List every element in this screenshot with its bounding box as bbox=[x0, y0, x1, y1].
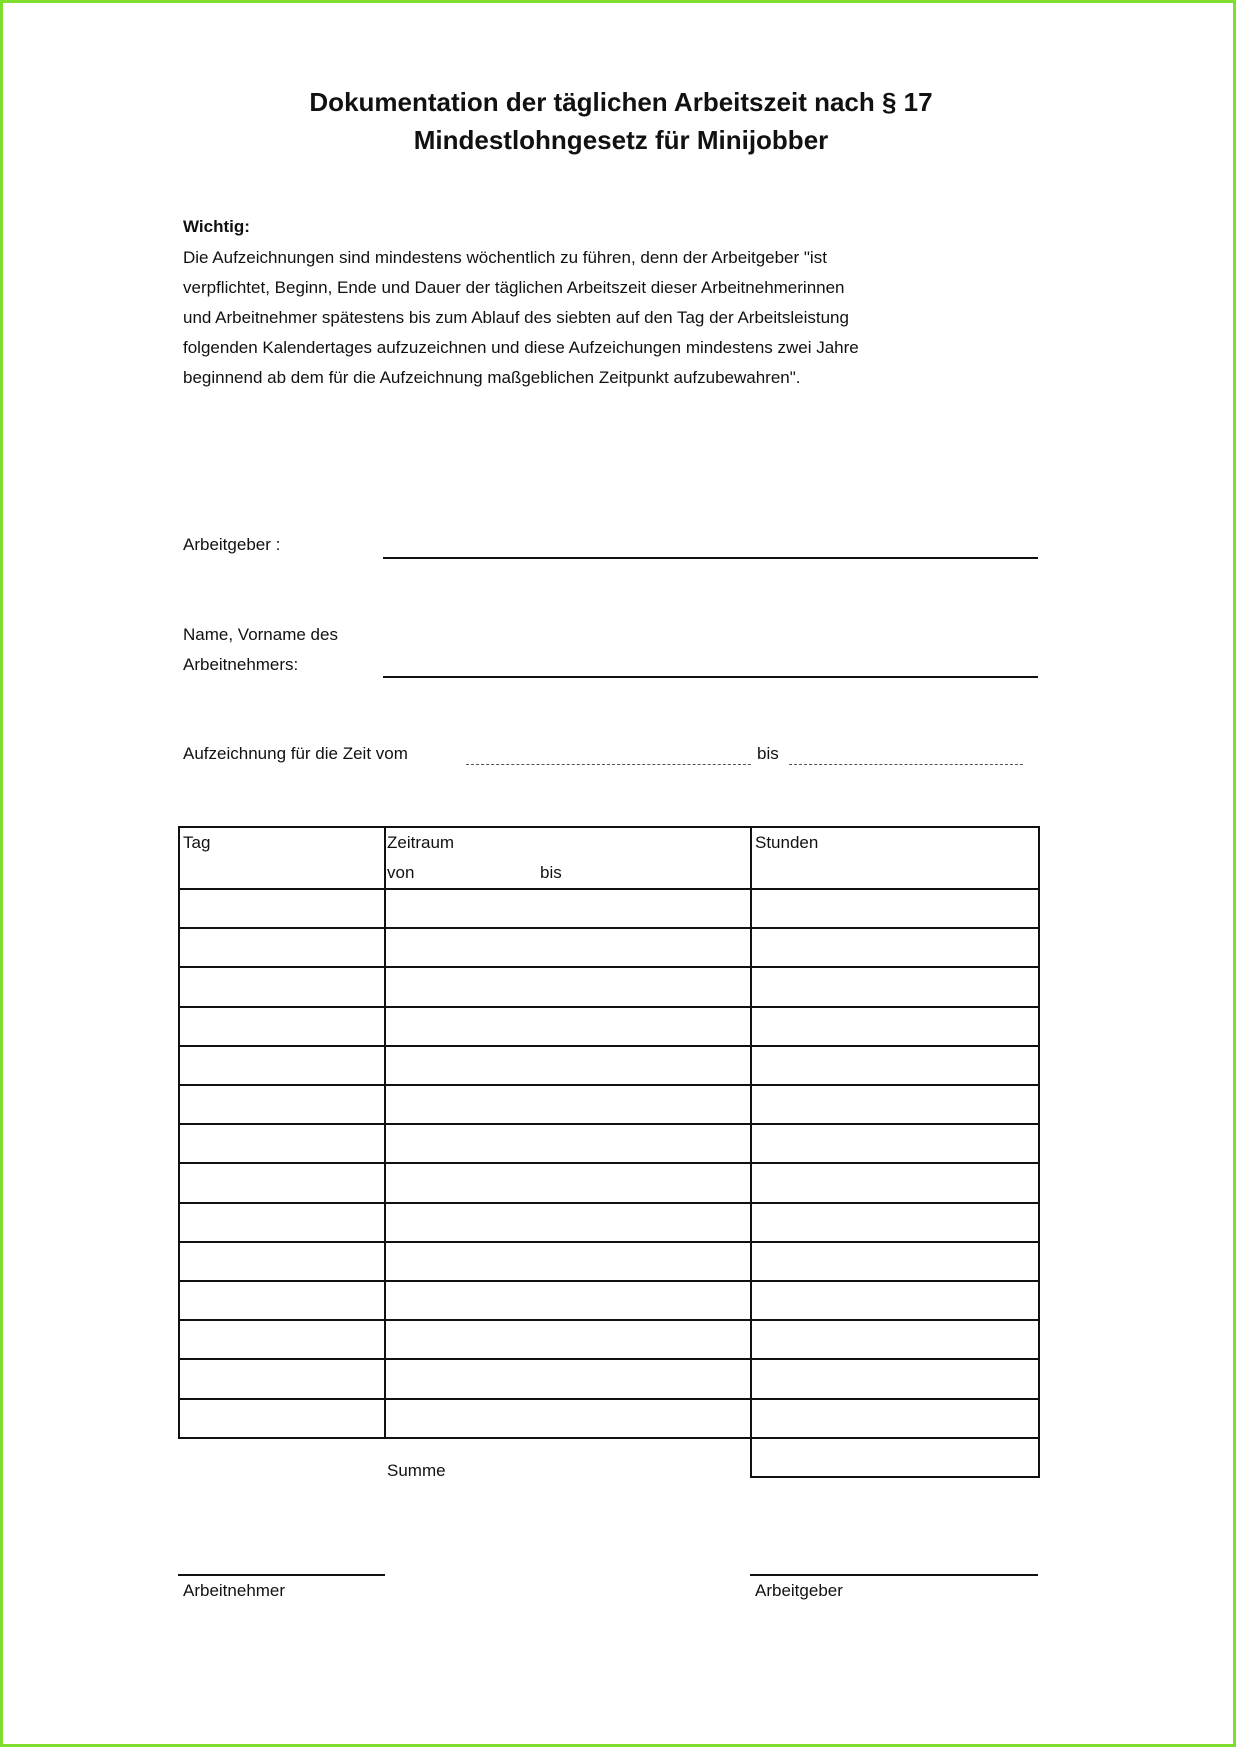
table-cell-tag[interactable] bbox=[180, 929, 384, 966]
table-cell-zeitraum[interactable] bbox=[386, 929, 750, 966]
column-header-tag: Tag bbox=[183, 833, 211, 852]
wichtig-heading: Wichtig: bbox=[183, 217, 250, 236]
summe-value-cell[interactable] bbox=[752, 1439, 1038, 1476]
table-cell-stunden[interactable] bbox=[752, 890, 1038, 927]
table-cell-tag[interactable] bbox=[180, 1047, 384, 1084]
table-cell-tag[interactable] bbox=[180, 1360, 384, 1397]
table-cell-zeitraum[interactable] bbox=[386, 1204, 750, 1241]
table-cell-zeitraum[interactable] bbox=[386, 968, 750, 1005]
table-cell-tag[interactable] bbox=[180, 1086, 384, 1123]
table-cell-stunden[interactable] bbox=[752, 1047, 1038, 1084]
paragraph-line: beginnend ab dem für die Aufzeichnung maßgeblichen Zeitpunkt aufzubewahren". bbox=[183, 368, 801, 387]
table-cell-zeitraum[interactable] bbox=[386, 1243, 750, 1280]
arbeitgeber-label: Arbeitgeber : bbox=[183, 535, 281, 554]
table-cell-tag[interactable] bbox=[180, 968, 384, 1005]
table-cell-stunden[interactable] bbox=[752, 1360, 1038, 1397]
table-cell-stunden[interactable] bbox=[752, 1125, 1038, 1162]
paragraph-line: folgenden Kalendertages aufzuzeichnen und diese Aufzeichungen mindestens zwei Jahre bbox=[183, 338, 859, 357]
subheader-bis: bis bbox=[540, 863, 562, 882]
title-line-1: Dokumentation der täglichen Arbeitszeit nach § 17 bbox=[309, 87, 933, 117]
table-cell-tag[interactable] bbox=[180, 1243, 384, 1280]
subheader-von: von bbox=[387, 863, 415, 882]
table-cell-stunden[interactable] bbox=[752, 1164, 1038, 1201]
table-cell-stunden[interactable] bbox=[752, 1400, 1038, 1437]
table-cell-zeitraum[interactable] bbox=[386, 1360, 750, 1397]
table-cell-zeitraum[interactable] bbox=[386, 1047, 750, 1084]
table-cell-tag[interactable] bbox=[180, 1282, 384, 1319]
zeitraum-bis-label: bis bbox=[757, 744, 779, 763]
table-cell-stunden[interactable] bbox=[752, 1282, 1038, 1319]
table-cell-zeitraum[interactable] bbox=[386, 1086, 750, 1123]
table-cell-tag[interactable] bbox=[180, 1204, 384, 1241]
table-cell-tag[interactable] bbox=[180, 1400, 384, 1437]
table-cell-stunden[interactable] bbox=[752, 929, 1038, 966]
paragraph-line: Die Aufzeichnungen sind mindestens wöchentlich zu führen, denn der Arbeitgeber "ist bbox=[183, 248, 827, 267]
table-cell-stunden[interactable] bbox=[752, 1008, 1038, 1045]
column-header-zeitraum: Zeitraum bbox=[387, 833, 455, 852]
table-cell-tag[interactable] bbox=[180, 890, 384, 927]
table-cell-tag[interactable] bbox=[180, 1321, 384, 1358]
title-line-2: Mindestlohngesetz für Minijobber bbox=[413, 125, 829, 155]
arbeitnehmer-signature-label: Arbeitnehmer bbox=[183, 1581, 286, 1600]
table-cell-tag[interactable] bbox=[180, 1164, 384, 1201]
name-label-line-1: Name, Vorname des bbox=[183, 625, 338, 644]
table-cell-zeitraum[interactable] bbox=[386, 1400, 750, 1437]
summe-box-bottom bbox=[750, 1476, 1040, 1478]
paragraph-line: verpflichtet, Beginn, Ende und Dauer der täglichen Arbeitszeit dieser Arbeitnehmerinnen bbox=[183, 278, 845, 297]
arbeitgeber-signature-label: Arbeitgeber bbox=[755, 1581, 843, 1600]
time-table bbox=[3, 3, 1236, 1750]
table-cell-zeitraum[interactable] bbox=[386, 1321, 750, 1358]
table-cell-stunden[interactable] bbox=[752, 968, 1038, 1005]
table-border-right bbox=[1038, 826, 1040, 1476]
table-cell-zeitraum[interactable] bbox=[386, 1125, 750, 1162]
table-cell-stunden[interactable] bbox=[752, 1204, 1038, 1241]
table-cell-stunden[interactable] bbox=[752, 1086, 1038, 1123]
table-cell-zeitraum[interactable] bbox=[386, 890, 750, 927]
table-cell-stunden[interactable] bbox=[752, 1321, 1038, 1358]
paragraph-line: und Arbeitnehmer spätestens bis zum Ablauf des siebten auf den Tag der Arbeitsleistung bbox=[183, 308, 849, 327]
table-cell-zeitraum[interactable] bbox=[386, 1282, 750, 1319]
table-cell-zeitraum[interactable] bbox=[386, 1008, 750, 1045]
zeitraum-label: Aufzeichnung für die Zeit vom bbox=[183, 744, 408, 763]
table-border-top bbox=[178, 826, 1040, 828]
table-cell-zeitraum[interactable] bbox=[386, 1164, 750, 1201]
table-cell-stunden[interactable] bbox=[752, 1243, 1038, 1280]
table-cell-tag[interactable] bbox=[180, 1008, 384, 1045]
name-label-line-2: Arbeitnehmers: bbox=[183, 655, 299, 674]
summe-label: Summe bbox=[387, 1461, 446, 1480]
column-header-stunden: Stunden bbox=[755, 833, 819, 852]
table-cell-tag[interactable] bbox=[180, 1125, 384, 1162]
